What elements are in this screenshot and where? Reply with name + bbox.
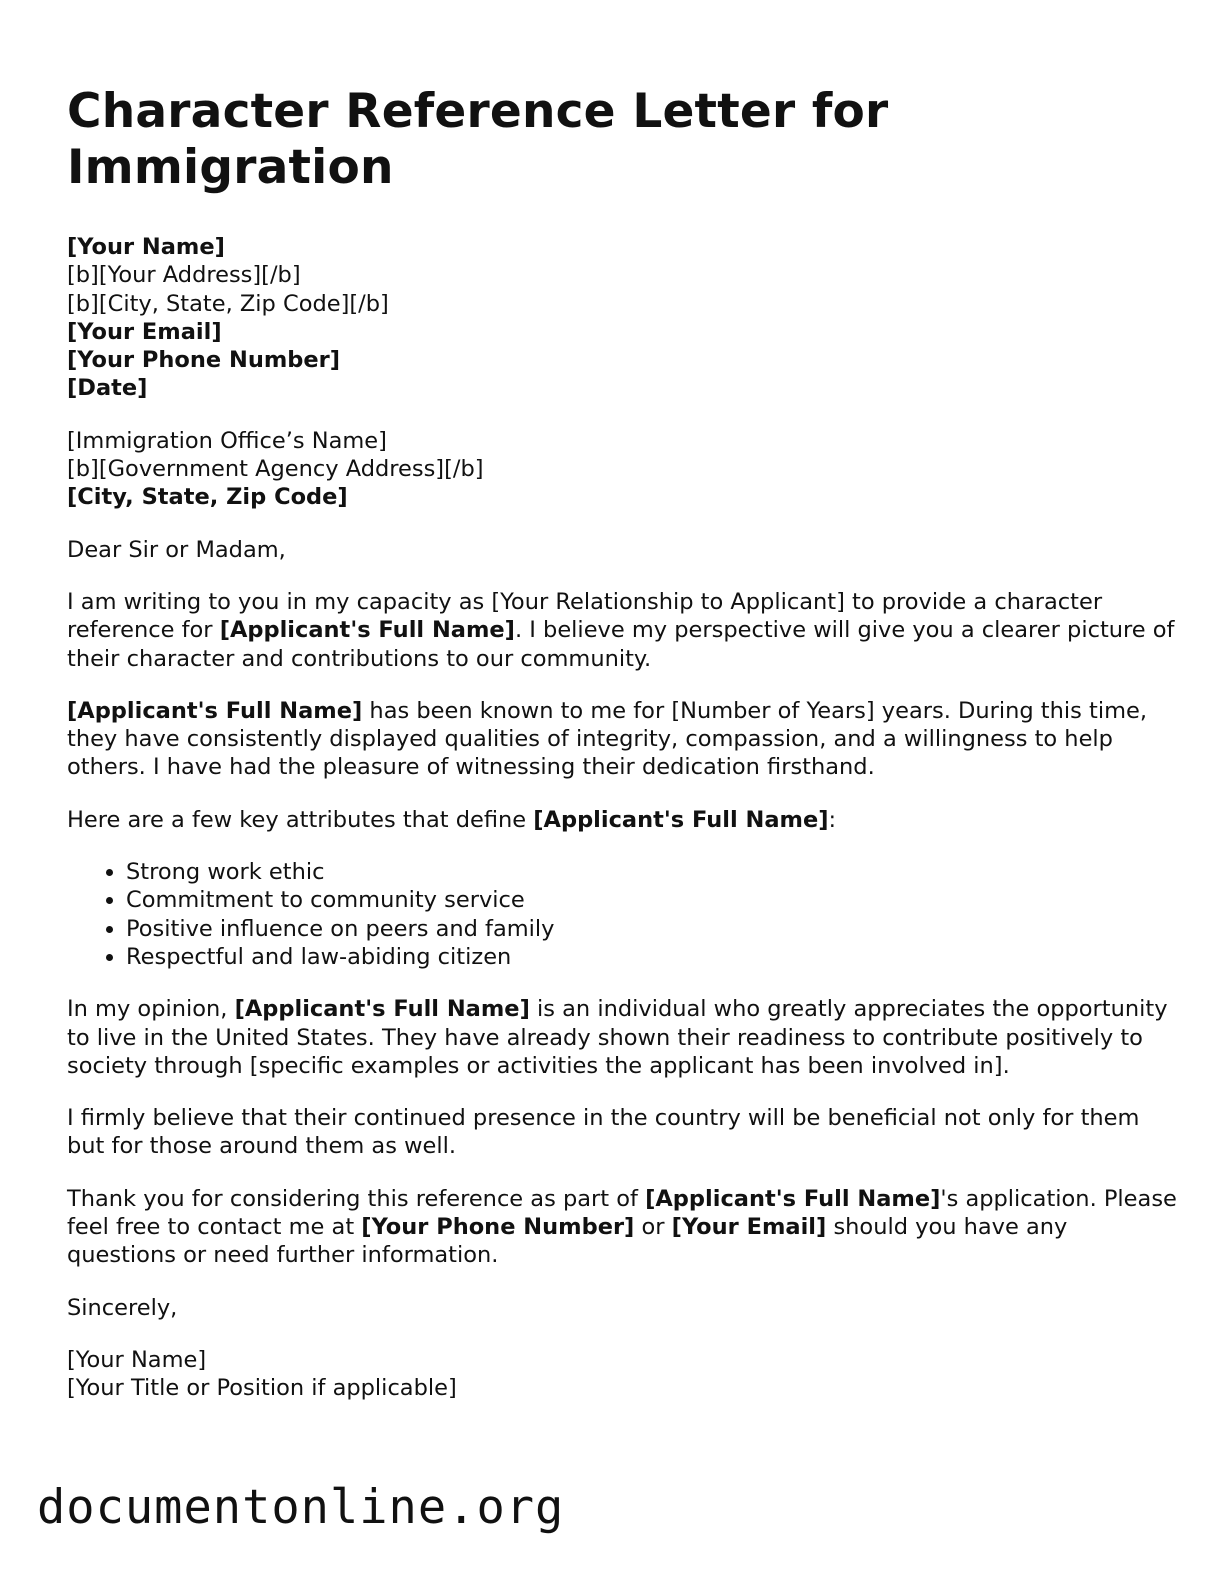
signature-block [67, 1346, 1177, 1403]
sender-name: [Your Name] [67, 234, 225, 260]
salutation: Dear Sir or Madam, [67, 536, 286, 563]
site-watermark: documentonline.org [37, 1480, 565, 1535]
paragraph-intro [67, 588, 1177, 673]
paragraph-opinion [67, 995, 1177, 1080]
text-span: 's application. Please feel free to contact me at [67, 1185, 1177, 1241]
recipient-office-name: [Immigration Office’s Name] [67, 427, 387, 454]
text-span: Thank you for considering this reference as part of [67, 1185, 646, 1212]
applicant-name: [Applicant's Full Name] [533, 806, 829, 833]
recipient-agency-address: [b][Government Agency Address][/b] [67, 456, 484, 483]
paragraph-thanks [67, 1185, 1177, 1270]
page-title [67, 84, 1177, 196]
applicant-name: [Applicant's Full Name] [219, 617, 515, 644]
list-item: • Strong work ethic [126, 858, 1177, 886]
text-span: Here are a few key attributes that define [67, 806, 534, 833]
recipient-city-state-zip: [City, State, Zip Code] [67, 484, 348, 511]
signature-name: [Your Name] [67, 1346, 207, 1373]
list-item: • Commitment to community service [126, 886, 1177, 914]
applicant-name: [Applicant's Full Name] [645, 1185, 941, 1212]
paragraph-belief: I firmly believe that their continued presence in the country will be beneficial not only for them but for those around them as well. [67, 1105, 1140, 1160]
list-item: • Respectful and law-abiding citizen [126, 943, 1177, 971]
letter-document [67, 84, 1177, 1427]
letter-date: [Date] [67, 375, 148, 402]
text-span: is an individual who greatly appreciates the opportunity to live in the United States. They have already shown their readiness to contribute positively to society through [specific examples or activities the applicant has been involved in]. [67, 996, 1168, 1079]
title-line-2: Immigration [67, 140, 394, 195]
text-span: I am writing to you in my capacity as [Your Relationship to Applicant] to provide a character reference for [67, 588, 1103, 644]
title-line-1: Character Reference Letter for [67, 84, 889, 139]
text-span: or [634, 1214, 672, 1241]
paragraph-relationship [67, 697, 1177, 782]
sender-address: [b][Your Address][/b] [67, 262, 301, 289]
text-span: . I believe my perspective will give you a clearer picture of their character and contributions to our community. [67, 617, 1175, 672]
text-span: In my opinion, [67, 996, 235, 1023]
sender-city-state-zip: [b][City, State, Zip Code][/b] [67, 290, 389, 317]
closing: Sincerely, [67, 1294, 178, 1321]
text-span: has been known to me for [Number of Years] years. During this time, they have consistently displayed qualities of integrity, compassion, and a willingness to help others. I have had the pleasure of witnessing their dedication firsthand. [67, 697, 1147, 781]
text-span: : [828, 806, 837, 833]
sender-block [67, 233, 1177, 403]
sender-phone: [Your Phone Number] [67, 347, 341, 374]
list-item: • Positive influence on peers and family [126, 915, 1177, 943]
text-span: should you have any questions or need further information. [67, 1214, 1068, 1269]
attribute-list [67, 858, 1177, 971]
applicant-name: [Applicant's Full Name] [67, 697, 363, 724]
contact-phone: [Your Phone Number] [361, 1214, 635, 1241]
applicant-name: [Applicant's Full Name] [234, 996, 530, 1023]
signature-title: [Your Title or Position if applicable] [67, 1375, 457, 1402]
recipient-block [67, 427, 1177, 512]
sender-email: [Your Email] [67, 318, 222, 345]
contact-email: [Your Email] [671, 1214, 827, 1241]
paragraph-attributes-intro [67, 806, 1177, 834]
